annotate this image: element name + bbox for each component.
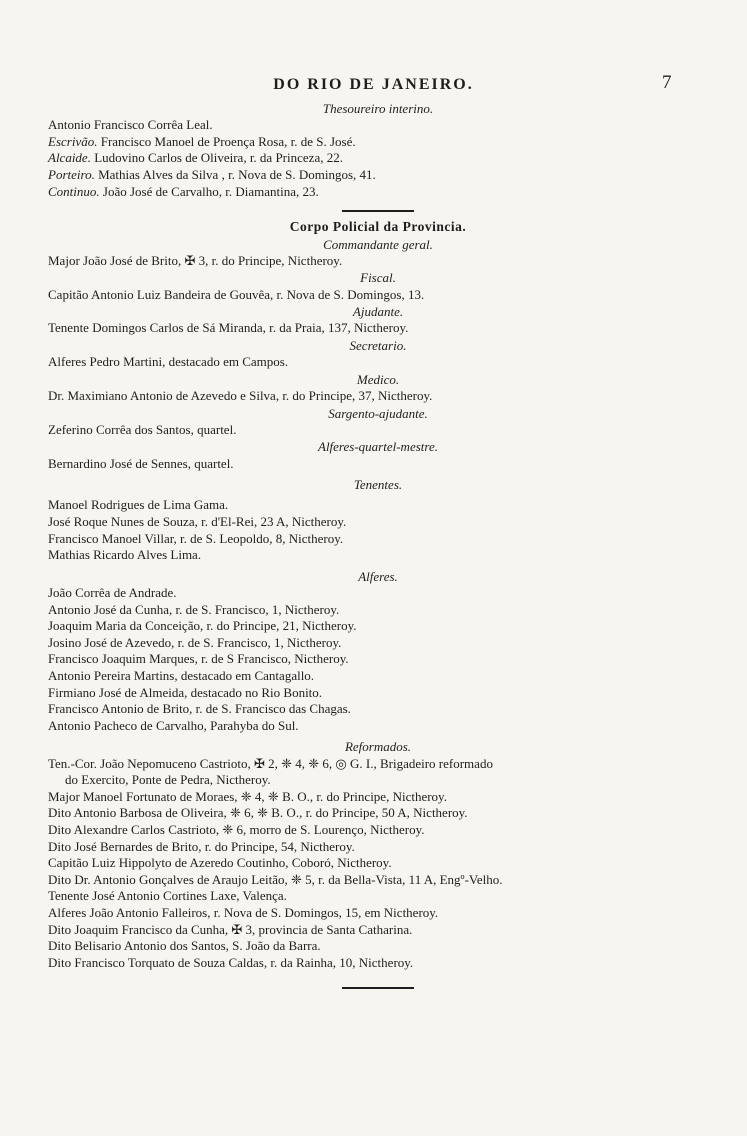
page-content [48, 100, 708, 995]
roster-entry-continuation: do Exercito, Ponte de Pedra, Nictheroy. [65, 772, 271, 788]
roster-entry: Alferes Pedro Martini, destacado em Campos. [48, 354, 289, 370]
roster-entry: Dito Joaquim Francisco da Cunha, ✠ 3, provincia de Santa Catharina. [48, 921, 413, 937]
roster-entry: Tenente Domingos Carlos de Sá Miranda, r. da Praia, 137, Nictheroy. [48, 320, 409, 336]
roster-entry: Mathias Ricardo Alves Lima. [48, 547, 202, 563]
end-divider [342, 987, 414, 989]
treasury-heading: Thesoureiro interino. [322, 101, 434, 116]
subsection-heading: Medico. [356, 371, 400, 387]
roster-entry: Dito Alexandre Carlos Castrioto, ❈ 6, morro de S. Lourenço, Nictheroy. [48, 821, 425, 837]
roster-entry: Antonio José da Cunha, r. de S. Francisco, 1, Nictheroy. [48, 601, 340, 617]
section-title: Corpo Policial da Provincia. [289, 218, 467, 234]
roster-entry: Major João José de Brito, ✠ 3, r. do Principe, Nictheroy. [48, 252, 343, 268]
treasury-entry: Porteiro. Mathias Alves da Silva , r. Nova de S. Domingos, 41. [48, 166, 376, 182]
roster-entry: Dito José Bernardes de Brito, r. do Principe, 54, Nictheroy. [48, 838, 355, 854]
roster-entry: João Corrêa de Andrade. [48, 585, 177, 601]
roster-entry: Bernardino José de Sennes, quartel. [48, 455, 234, 471]
roster-entry: Francisco Joaquim Marques, r. de S Francisco, Nictheroy. [48, 651, 349, 667]
roster-entry: Tenente José Antonio Cortines Laxe, Valença. [48, 888, 287, 904]
roster-entry: Dito Dr. Antonio Gonçalves de Araujo Leitão, ❈ 5, r. da Bella-Vista, 11 A, Engº-Velho. [48, 871, 503, 887]
page-number: 7 [662, 72, 672, 93]
subsection-heading: Sargento-ajudante. [328, 405, 428, 421]
subsection-heading: Fiscal. [360, 270, 396, 286]
roster-entry: Dr. Maximiano Antonio de Azevedo e Silva, r. do Principe, 37, Nictheroy. [48, 388, 433, 404]
subsection-heading: Reformados. [344, 739, 412, 755]
roster-entry: Manoel Rodrigues de Lima Gama. [48, 497, 229, 513]
treasury-entry: Continuo. João José de Carvalho, r. Diamantina, 23. [48, 183, 319, 199]
roster-entry: Dito Antonio Barbosa de Oliveira, ❈ 6, ❈ B. O., r. do Principe, 50 A, Nictheroy. [48, 805, 468, 821]
roster-entry: Capitão Antonio Luiz Bandeira de Gouvêa, r. Nova de S. Domingos, 13. [48, 286, 425, 302]
roster-entry: Zeferino Corrêa dos Santos, quartel. [48, 421, 237, 437]
subsection-heading: Ajudante. [352, 304, 404, 320]
roster-entry: Joaquim Maria da Conceição, r. do Principe, 21, Nictheroy. [48, 618, 357, 634]
roster-entry: Ten.-Cor. João Nepomuceno Castrioto, ✠ 2, ❈ 4, ❈ 6, ◎ G. I., Brigadeiro reformado [48, 755, 493, 771]
roster-entry: José Roque Nunes de Souza, r. d'El-Rei, 23 A, Nictheroy. [48, 514, 347, 530]
section-divider [342, 210, 414, 212]
treasury-entry: Antonio Francisco Corrêa Leal. [48, 117, 213, 133]
subsection-heading: Tenentes. [353, 477, 403, 493]
subsection-heading: Commandante geral. [323, 236, 433, 252]
running-header: DO RIO DE JANEIRO. [273, 76, 474, 93]
subsection-heading: Alferes. [358, 568, 398, 584]
roster-entry: Josino José de Azevedo, r. de S. Francisco, 1, Nictheroy. [48, 634, 342, 650]
roster-entry: Dito Francisco Torquato de Souza Caldas, r. da Rainha, 10, Nictheroy. [48, 954, 414, 970]
roster-entry: Alferes João Antonio Falleiros, r. Nova de S. Domingos, 15, em Nictheroy. [48, 904, 439, 920]
roster-entry: Antonio Pereira Martins, destacado em Cantagallo. [48, 668, 315, 683]
treasury-entry: Escrivão. Francisco Manoel de Proença Rosa, r. de S. José. [48, 133, 356, 149]
roster-entry: Capitão Luiz Hippolyto de Azeredo Coutinho, Coboró, Nictheroy. [48, 855, 392, 871]
roster-entry: Antonio Pacheco de Carvalho, Parahyba do Sul. [48, 717, 299, 733]
treasury-entry: Alcaide. Ludovino Carlos de Oliveira, r. da Princeza, 22. [48, 150, 343, 166]
subsection-heading: Alferes-quartel-mestre. [318, 439, 438, 455]
subsection-heading: Secretario. [349, 338, 407, 354]
roster-entry: Firmiano José de Almeida, destacado no Rio Bonito. [48, 684, 323, 700]
roster-entry: Francisco Manoel Villar, r. de S. Leopoldo, 8, Nictheroy. [48, 530, 344, 546]
roster-entry: Major Manoel Fortunato de Moraes, ❈ 4, ❈ B. O., r. do Principe, Nictheroy. [48, 788, 447, 804]
roster-entry: Dito Belisario Antonio dos Santos, S. João da Barra. [48, 938, 321, 954]
roster-entry: Francisco Antonio de Brito, r. de S. Francisco das Chagas. [48, 701, 351, 717]
